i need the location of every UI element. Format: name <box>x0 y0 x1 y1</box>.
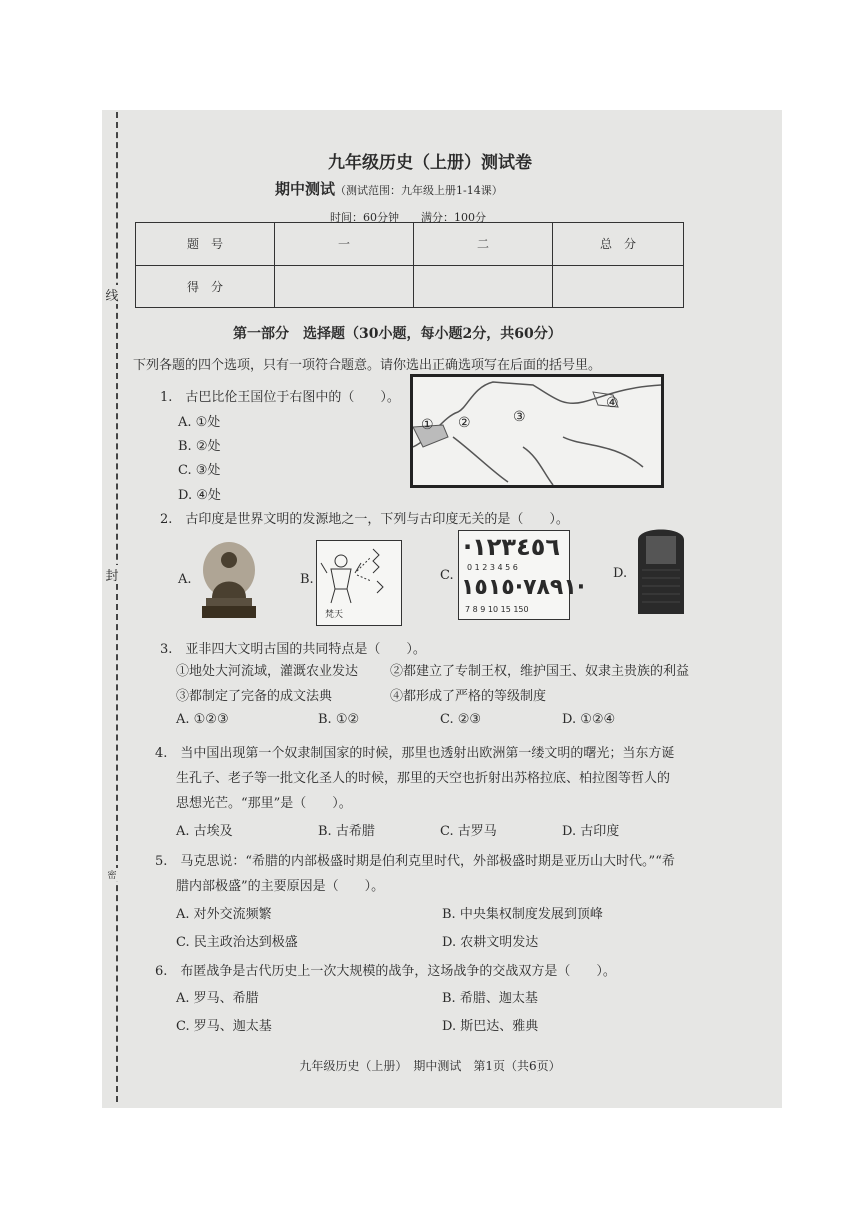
q3-item-2: ②都建立了专制王权，维护国王、奴隶主贵族的利益 <box>390 664 690 679</box>
map-label-3: ③ <box>513 409 526 425</box>
q6-option-d: D. 斯巴达、雅典 <box>442 1019 539 1034</box>
q6-option-b: B. 希腊、迦太基 <box>442 991 538 1006</box>
map-outline-icon <box>413 377 661 485</box>
q5-option-b: B. 中央集权制度发展到顶峰 <box>442 907 603 922</box>
q3-option-b: B. ①② <box>318 712 360 727</box>
q3-item-4: ④都形成了严格的等级制度 <box>390 689 547 704</box>
score-cell[interactable] <box>414 265 553 308</box>
exam-subtitle <box>275 178 503 199</box>
numerals-bottom-row: ٧٨٩١·١٥١٥· <box>461 575 586 600</box>
q2-option-a: A. <box>178 572 192 587</box>
q5-stem-line-1: 5. 马克思说：“希腊的内部极盛时期是伯利克里时代，外部极盛时期是亚历山大时代。”“希 <box>155 854 675 869</box>
q1-option-c: C. ③处 <box>178 463 221 478</box>
q2-option-d: D. <box>613 566 628 581</box>
time-and-score: 时间：60分钟 满分：100分 <box>330 211 486 224</box>
q2-option-c: C. <box>440 568 454 583</box>
q3-item-3: ③都制定了完备的成文法典 <box>176 689 333 704</box>
score-table <box>135 222 684 308</box>
score-table-header-cell: 一 <box>275 223 414 266</box>
subtitle-text: 期中测试 <box>275 180 336 198</box>
q1-option-a: A. ①处 <box>178 415 221 430</box>
q2-stele-image <box>632 522 690 614</box>
q3-item-1: ①地处大河流域，灌溉农业发达 <box>176 664 359 679</box>
q2-brahma-image <box>316 540 402 626</box>
q2-stem: 2. 古印度是世界文明的发源地之一，下列与古印度无关的是（ ）。 <box>160 512 569 527</box>
score-cell[interactable] <box>275 265 414 308</box>
map-label-4: ④ <box>606 395 619 411</box>
side-label-line: 线 <box>103 285 121 304</box>
map-label-1: ① <box>421 417 434 433</box>
q4-stem-line-2: 生孔子、老子等一批文化圣人的时候，那里的天空也折射出苏格拉底、柏拉图等哲人的 <box>176 771 671 786</box>
section-instruction: 下列各题的四个选项，只有一项符合题意。请你选出正确选项写在后面的括号里。 <box>133 358 602 373</box>
q5-option-a: A. 对外交流频繁 <box>176 907 272 922</box>
score-table-label-cell: 得 分 <box>136 265 275 308</box>
q5-stem-line-2: 腊内部极盛”的主要原因是（ ）。 <box>176 879 385 894</box>
q4-option-d: D. 古印度 <box>562 824 620 839</box>
code-of-hammurabi-stele-icon <box>632 522 690 614</box>
q2-numerals-image <box>458 530 586 620</box>
side-label-seal: 封 <box>103 565 121 584</box>
q5-option-c: C. 民主政治达到极盛 <box>176 935 298 950</box>
score-table-header-cell: 题 号 <box>136 223 275 266</box>
test-range: （测试范围：九年级上册1-14课） <box>335 184 503 197</box>
exam-title: 九年级历史（上册）测试卷 <box>328 153 532 173</box>
page-footer: 九年级历史（上册） 期中测试 第1页（共6页） <box>299 1059 561 1073</box>
numerals-top-row: ·١٢٣٤٥٦ <box>463 533 561 561</box>
q6-option-c: C. 罗马、迦太基 <box>176 1019 272 1034</box>
q1-stem: 1. 古巴比伦王国位于右图中的（ ）。 <box>160 390 400 405</box>
numerals-top-values: 0 1 2 3 4 5 6 <box>467 563 518 572</box>
q1-map-image <box>410 374 664 488</box>
score-table-header-cell: 总 分 <box>553 223 684 266</box>
q4-stem-line-1: 4. 当中国出现第一个奴隶制国家的时候，那里也透射出欧洲第一缕文明的曙光；当东方诞 <box>155 746 675 761</box>
q3-option-d: D. ①②④ <box>562 712 616 727</box>
q4-option-a: A. 古埃及 <box>176 824 233 839</box>
q3-stem: 3. 亚非四大文明古国的共同特点是（ ）。 <box>160 642 426 657</box>
q6-stem: 6. 布匿战争是古代历史上一次大规模的战争，这场战争的交战双方是（ ）。 <box>155 964 616 979</box>
q4-option-b: B. 古希腊 <box>318 824 375 839</box>
brahma-caption: 梵天 <box>325 610 344 620</box>
q1-option-d: D. ④处 <box>178 488 221 503</box>
q4-stem-line-3: 思想光芒。“那里”是（ ）。 <box>176 796 352 811</box>
score-cell[interactable] <box>553 265 684 308</box>
q3-option-a: A. ①②③ <box>176 712 229 727</box>
brahma-figure-icon <box>317 541 401 611</box>
buddha-statue-icon <box>198 540 260 618</box>
binding-dashed-line <box>116 112 118 1102</box>
q3-option-c: C. ②③ <box>440 712 482 727</box>
section-title: 第一部分 选择题（30小题，每小题2分，共60分） <box>233 326 562 342</box>
q5-option-d: D. 农耕文明发达 <box>442 935 539 950</box>
q6-option-a: A. 罗马、希腊 <box>176 991 259 1006</box>
map-label-2: ② <box>458 415 471 431</box>
q2-buddha-statue-image <box>198 540 260 618</box>
q2-option-b: B. <box>300 572 314 587</box>
q1-option-b: B. ②处 <box>178 439 221 454</box>
score-table-header-cell: 二 <box>414 223 553 266</box>
q4-option-c: C. 古罗马 <box>440 824 497 839</box>
numerals-bottom-values: 7 8 9 10 15 150 <box>465 605 529 614</box>
side-label-secret: 密 <box>103 868 121 881</box>
